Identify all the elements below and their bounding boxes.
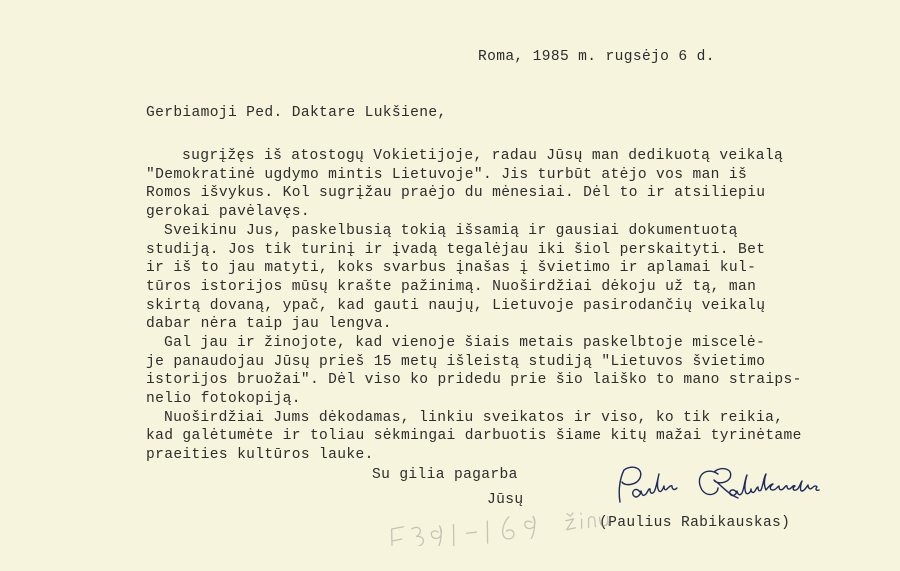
handwritten-signature xyxy=(610,462,850,512)
pencil-archive-note xyxy=(376,506,656,546)
body-line: skirtą dovaną, ypač, kad gauti naujų, Lietuvoje pasirodančių veikalų xyxy=(146,298,766,314)
body-line: je panaudojau Jūsų prieš 15 metų išleistą studiją "Lietuvos švietimo xyxy=(146,354,766,370)
body-line: studiją. Jos tik turinį ir įvadą tegalėjau iki šiol perskaityti. Bet xyxy=(146,242,766,258)
body-line: kad galėtumėte ir toliau sėkmingai darbuotis šiame kitų mažai tyrinėtame xyxy=(146,428,802,444)
signature-name: (Paulius Rabikauskas) xyxy=(599,515,791,531)
body-line: gerokai pavėlavęs. xyxy=(146,204,310,220)
body-line: ir iš to jau matyti, koks svarbus įnašas į švietimo ir aplamai kul- xyxy=(146,260,757,276)
body-line: "Demokratinė ugdymo mintis Lietuvoje". Jis turbūt atėjo vos man iš xyxy=(146,167,748,183)
closing-yours: Jūsų xyxy=(487,492,524,508)
body-line: Romos išvykus. Kol sugrįžau praėjo du mėnesiai. Dėl to ir atsiliepiu xyxy=(146,185,766,201)
body-line: Gal jau ir žinojote, kad vienoje šiais metais paskelbtoje miscelė- xyxy=(164,335,766,351)
body-line: sugrįžęs iš atostogų Vokietijoje, radau Jūsų man dedikuotą veikalą xyxy=(182,148,784,164)
body-line: istorijos bruožai". Dėl viso ko pridedu prie šio laiško to mano straips- xyxy=(146,372,802,388)
body-line: nelio fotokopiją. xyxy=(146,391,301,407)
body-line: Sveikinu Jus, paskelbusią tokią išsamią ir gausiai dokumentuotą xyxy=(164,223,738,239)
salutation: Gerbiamoji Ped. Daktare Lukšiene, xyxy=(146,105,447,121)
dateline: Roma, 1985 m. rugsėjo 6 d. xyxy=(478,49,715,65)
body-line: dabar nėra taip jau lengva. xyxy=(146,316,392,332)
body-line: tūros istorijos mūsų krašte pažinimą. Nuoširdžiai dėkoju už tą, man xyxy=(146,279,757,295)
body-line: Nuoširdžiai Jums dėkodamas, linkiu sveikatos ir viso, ko tik reikia, xyxy=(164,410,784,426)
body-line: praeities kultūros lauke. xyxy=(146,447,374,463)
closing: Su gilia pagarba xyxy=(372,467,518,483)
